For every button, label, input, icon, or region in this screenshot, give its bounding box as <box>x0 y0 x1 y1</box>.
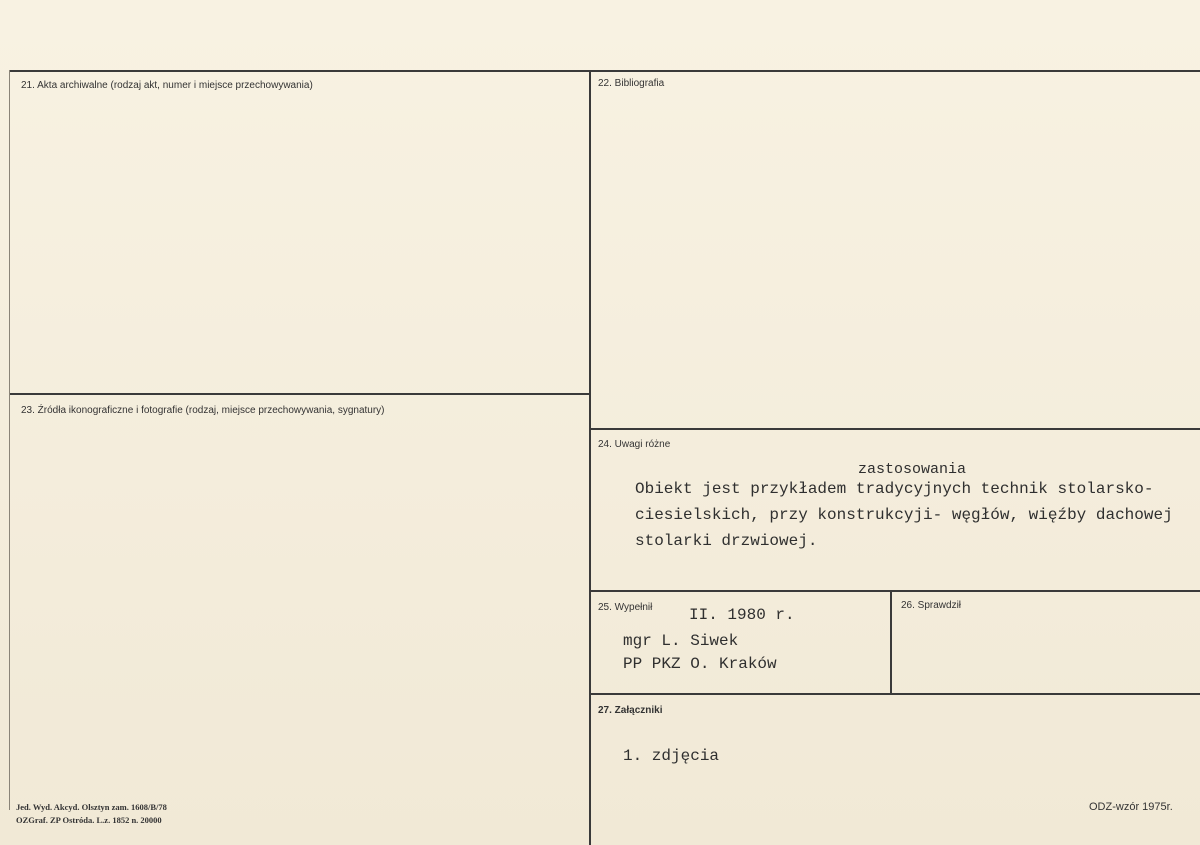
section-24-line-1: Obiekt jest przykładem tradycyjnych technik stolarsko- <box>635 480 1154 498</box>
printer-imprint-line-1: Jed. Wyd. Akcyd. Olsztyn zam. 1608/B/78 <box>16 802 167 812</box>
left-edge-line <box>9 70 10 810</box>
section-23-label: 23. Źródła ikonograficzne i fotografie (rodzaj, miejsce przechowywania, sygnatury) <box>21 405 385 416</box>
divider-24-25 <box>589 590 1200 592</box>
divider-22-24 <box>589 428 1200 430</box>
section-24-line-3: stolarki drzwiowej. <box>635 532 818 550</box>
printer-imprint-line-2: OZGraf. ZP Ostróda. L.z. 1852 n. 20000 <box>16 815 162 825</box>
divider-21-23 <box>10 393 589 395</box>
section-25-name: mgr L. Siwek <box>623 632 739 650</box>
section-26-label: 26. Sprawdził <box>901 600 962 611</box>
top-border-line <box>10 70 1200 72</box>
printer-imprint <box>16 801 167 827</box>
section-27-label: 27. Załączniki <box>598 705 663 716</box>
section-24-insertion: zastosowania <box>858 461 967 478</box>
center-divider-line <box>589 70 591 845</box>
section-22-label: 22. Bibliografia <box>598 78 665 89</box>
divider-25-26 <box>890 590 892 694</box>
section-24-label: 24. Uwagi różne <box>598 439 671 450</box>
divider-25-27 <box>589 693 1200 695</box>
section-24-line-2: ciesielskich, przy konstrukcyji- węgłów, więźby dachowej <box>635 506 1173 524</box>
section-25-org: PP PKZ O. Kraków <box>623 655 777 673</box>
section-21-label: 21. Akta archiwalne (rodzaj akt, numer i miejsce przechowywania) <box>21 80 313 91</box>
form-template-code: ODZ-wzór 1975r. <box>1089 801 1173 813</box>
section-25-label: 25. Wypełnił <box>598 602 653 613</box>
section-27-item: 1. zdjęcia <box>623 747 720 765</box>
section-25-date: II. 1980 r. <box>689 606 795 624</box>
